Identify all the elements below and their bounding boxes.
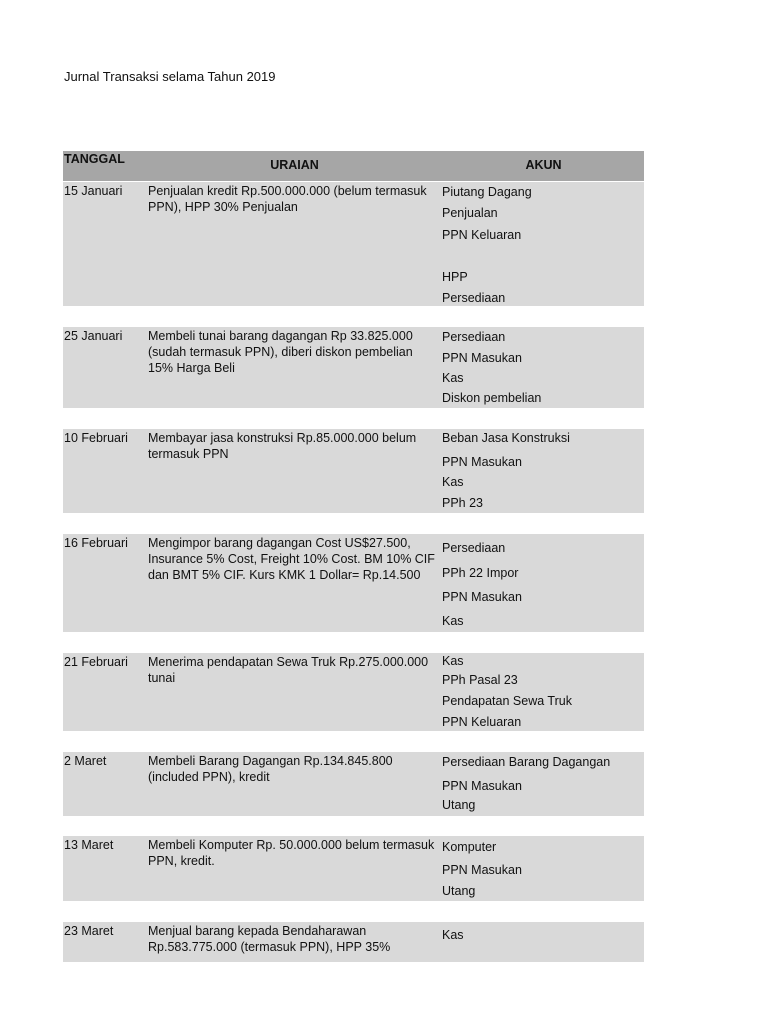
account-name: PPh Pasal 23 — [442, 673, 518, 687]
account-name: PPh 23 — [442, 496, 484, 510]
row-description: Penjualan kredit Rp.500.000.000 (belum termasuk PPN), HPP 30% Penjualan — [148, 184, 427, 214]
header-uraian: URAIAN — [270, 158, 319, 172]
row-date: 21 Februari — [64, 655, 128, 669]
account-name: PPN Masukan — [442, 351, 522, 365]
account-name: HPP — [442, 270, 468, 284]
account-name: PPN Keluaran — [442, 715, 522, 729]
row-description: Membeli Komputer Rp. 50.000.000 belum termasuk PPN, kredit. — [148, 838, 435, 868]
account-name: PPN Masukan — [442, 779, 522, 793]
row-date: 25 Januari — [64, 329, 123, 343]
account-name: Kas — [442, 928, 464, 942]
row-description: Mengimpor barang dagangan Cost US$27.500, Insurance 5% Cost, Freight 10% Cost. BM 10% CIF dan BMT 5% CIF. Kurs KMK 1 Dollar= Rp.14.500 — [148, 536, 435, 582]
account-name: Pendapatan Sewa Truk — [442, 694, 572, 708]
row-description: Membeli tunai barang dagangan Rp 33.825.000 (sudah termasuk PPN), diberi diskon pembelian 15% Harga Beli — [148, 329, 413, 375]
account-name: Persediaan — [442, 291, 506, 305]
table-row — [63, 429, 644, 513]
account-name: PPN Masukan — [442, 455, 522, 469]
row-description: Menerima pendapatan Sewa Truk Rp.275.000.000 tunai — [148, 655, 429, 685]
account-name: Persediaan — [442, 541, 506, 555]
account-name: Kas — [442, 371, 464, 385]
account-name: PPN Keluaran — [442, 228, 522, 242]
account-name: PPN Masukan — [442, 590, 522, 604]
account-name: Diskon pembelian — [442, 391, 542, 405]
header-tanggal: TANGGAL — [64, 152, 125, 166]
account-name: PPN Masukan — [442, 863, 522, 877]
account-name: PPh 22 Impor — [442, 566, 519, 580]
header-akun: AKUN — [525, 158, 562, 172]
row-date: 10 Februari — [64, 431, 128, 445]
account-name: Kas — [442, 654, 464, 668]
account-name: Persediaan — [442, 330, 506, 344]
account-name: Piutang Dagang — [442, 185, 532, 199]
row-date: 2 Maret — [64, 754, 107, 768]
row-date: 13 Maret — [64, 838, 114, 852]
row-date: 23 Maret — [64, 924, 114, 938]
table-header — [63, 151, 644, 181]
account-name: Penjualan — [442, 206, 498, 220]
account-name: Beban Jasa Konstruksi — [442, 431, 570, 445]
table-row — [63, 653, 644, 731]
table-row — [63, 534, 644, 632]
table-row — [63, 836, 644, 901]
row-description: Membayar jasa konstruksi Rp.85.000.000 belum termasuk PPN — [148, 431, 417, 461]
account-name: Utang — [442, 798, 476, 812]
row-date: 15 Januari — [64, 184, 123, 198]
row-description: Menjual barang kepada Bendaharawan Rp.583.775.000 (termasuk PPN), HPP 35% — [148, 924, 391, 954]
table-row — [63, 327, 644, 408]
row-date: 16 Februari — [64, 536, 128, 550]
table-row — [63, 182, 644, 306]
account-name: Kas — [442, 475, 464, 489]
table-row — [63, 752, 644, 816]
table-row — [63, 922, 644, 962]
account-name: Kas — [442, 614, 464, 628]
journal-table — [63, 151, 644, 954]
account-name: Persediaan Barang Dagangan — [442, 755, 611, 769]
document-title: Jurnal Transaksi selama Tahun 2019 — [64, 69, 276, 84]
row-description: Membeli Barang Dagangan Rp.134.845.800 (included PPN), kredit — [148, 754, 393, 784]
account-name: Komputer — [442, 840, 497, 854]
account-name: Utang — [442, 884, 476, 898]
